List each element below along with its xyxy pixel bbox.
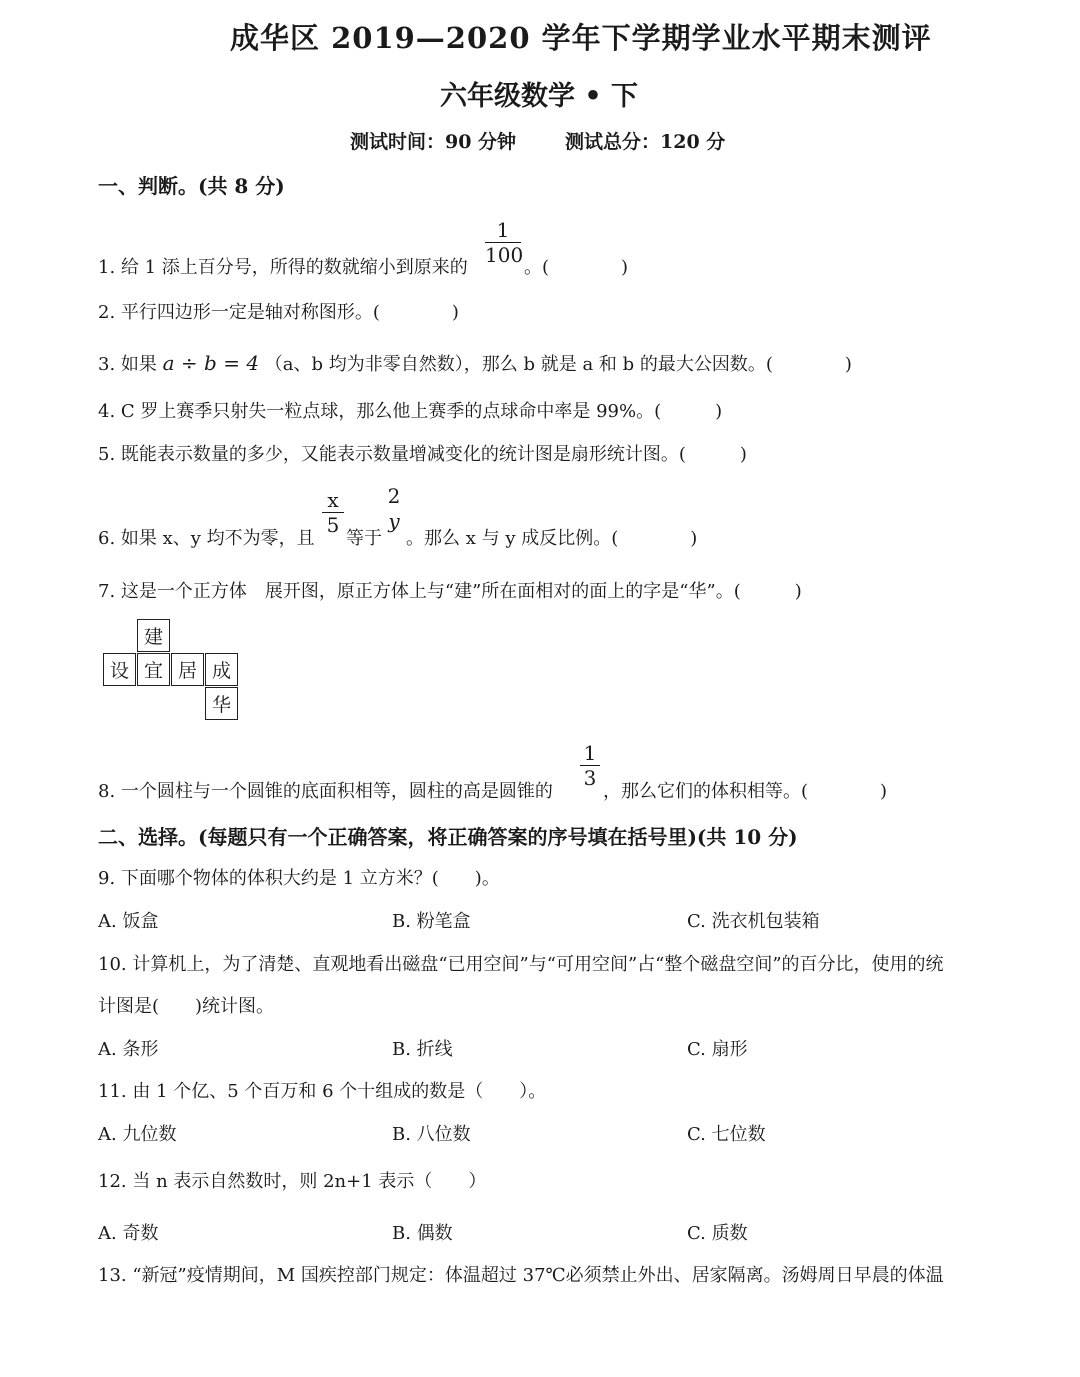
exam-subtitle: 六年级数学 • 下 bbox=[440, 81, 639, 112]
q1-fraction bbox=[485, 218, 524, 267]
net-cell-row-2: 宜 bbox=[137, 653, 170, 686]
question-7: 7. 这是一个正方体 展开图，原正方体上与“建”所在面相对的面上的字是“华”。( ) bbox=[98, 581, 802, 602]
question-3-text: （a、b 均为非零自然数），那么 b 就是 a 和 b 的最大公因数。( ) bbox=[264, 354, 852, 375]
question-12: 12. 当 n 表示自然数时，则 2n+1 表示（ ） bbox=[98, 1171, 487, 1192]
q6-fraction-2 bbox=[383, 484, 405, 533]
q12-option-a: A. 奇数 bbox=[98, 1223, 159, 1244]
question-9: 9. 下面哪个物体的体积大约是 1 立方米？( )。 bbox=[98, 868, 500, 889]
section2-heading: 二、选择。(每题只有一个正确答案，将正确答案的序号填在括号里)(共 10 分) bbox=[98, 825, 798, 849]
question-8-prefix: 8. 一个圆柱与一个圆锥的底面积相等，圆柱的高是圆锥的 bbox=[98, 781, 553, 802]
question-3-math: a ÷ b = 4 bbox=[162, 351, 260, 375]
q1-fraction-num: 1 bbox=[496, 218, 510, 242]
q6-fraction-2-den: y bbox=[388, 509, 400, 533]
q9-option-c: C. 洗衣机包装箱 bbox=[687, 911, 820, 932]
question-1 bbox=[98, 253, 468, 279]
q9-option-a: A. 饭盒 bbox=[98, 911, 159, 932]
q12-option-c: C. 质数 bbox=[687, 1223, 748, 1244]
question-2: 2. 平行四边形一定是轴对称图形。( ) bbox=[98, 302, 459, 323]
total-score: 测试总分：120 分 bbox=[565, 131, 726, 153]
q8-fraction bbox=[580, 741, 600, 790]
question-11: 11. 由 1 个亿、5 个百万和 6 个十组成的数是（ ）。 bbox=[98, 1081, 547, 1102]
q10-option-a: A. 条形 bbox=[98, 1039, 159, 1060]
question-6-tail: 。那么 x 与 y 成反比例。( ) bbox=[406, 528, 698, 549]
q6-fraction-2-num: 2 bbox=[387, 484, 401, 508]
q1-fraction-den: 100 bbox=[485, 243, 524, 267]
q8-fraction-num: 1 bbox=[583, 741, 597, 765]
q10-option-b: B. 折线 bbox=[392, 1039, 453, 1060]
question-5: 5. 既能表示数量的多少，又能表示数量增减变化的统计图是扇形统计图。( ) bbox=[98, 444, 747, 465]
q11-option-a: A. 九位数 bbox=[98, 1124, 177, 1145]
question-10-line1: 10. 计算机上，为了清楚、直观地看出磁盘“已用空间”与“可用空间”占“整个磁盘空间”的百分比，使用的统 bbox=[98, 954, 944, 975]
section1-heading: 一、判断。(共 8 分) bbox=[98, 174, 285, 198]
net-cell-row-3: 居 bbox=[171, 653, 204, 686]
net-cell-row-4: 成 bbox=[205, 653, 238, 686]
question-1-tail: 。( ) bbox=[524, 257, 629, 278]
question-6-prefix: 6. 如果 x、y 均不为零，且 bbox=[98, 528, 315, 549]
net-cell-row-1: 设 bbox=[103, 653, 136, 686]
question-4: 4. C 罗上赛季只射失一粒点球，那么他上赛季的点球命中率是 99%。( ) bbox=[98, 401, 723, 422]
question-6-mid: 等于 bbox=[346, 528, 382, 549]
q9-option-b: B. 粉笔盒 bbox=[392, 911, 471, 932]
test-time: 测试时间：90 分钟 bbox=[350, 131, 517, 153]
q11-option-b: B. 八位数 bbox=[392, 1124, 471, 1145]
question-3 bbox=[98, 350, 852, 376]
q6-fraction-1-den: 5 bbox=[326, 513, 340, 537]
q10-option-c: C. 扇形 bbox=[687, 1039, 748, 1060]
question-1-text: 1. 给 1 添上百分号，所得的数就缩小到原来的 bbox=[98, 257, 468, 278]
question-3-prefix: 3. 如果 bbox=[98, 354, 157, 375]
question-8-tail: ，那么它们的体积相等。( ) bbox=[603, 781, 888, 802]
q6-fraction-1-num: x bbox=[327, 488, 339, 512]
question-13: 13. “新冠”疫情期间，M 国疾控部门规定：体温超过 37℃必须禁止外出、居家隔离。汤姆周日早晨的体温 bbox=[98, 1265, 944, 1286]
net-cell-bottom: 华 bbox=[205, 687, 238, 720]
q11-option-c: C. 七位数 bbox=[687, 1124, 766, 1145]
q12-option-b: B. 偶数 bbox=[392, 1223, 453, 1244]
q8-fraction-den: 3 bbox=[583, 766, 597, 790]
question-10-line2: 计图是( )统计图。 bbox=[98, 996, 275, 1017]
exam-title: 成华区 2019—2020 学年下学期学业水平期末测评 bbox=[230, 21, 932, 55]
net-cell-top: 建 bbox=[137, 619, 170, 652]
q6-fraction-1 bbox=[322, 488, 344, 537]
